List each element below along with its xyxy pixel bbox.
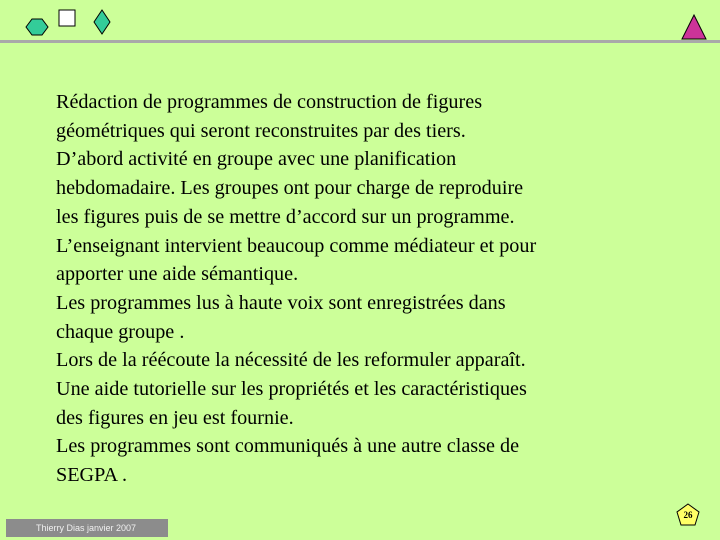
body-line: chaque groupe .: [56, 320, 185, 343]
body-line: des figures en jeu est fournie.: [56, 406, 294, 429]
body-line: Une aide tutorielle sur les propriétés et les caractéristiques: [56, 378, 527, 401]
page-number: 26: [683, 510, 693, 520]
body-line: hebdomadaire. Les groupes ont pour charge de reproduire: [56, 177, 524, 200]
body-line: géométriques qui seront reconstruites par des tiers.: [56, 119, 466, 142]
header-rule: [0, 40, 720, 43]
square-icon: [59, 10, 75, 26]
body-line: apporter une aide sémantique.: [56, 263, 299, 286]
diamond-icon: [94, 10, 110, 34]
hexagon-icon: [26, 19, 48, 35]
slide-body-text: [56, 88, 696, 490]
body-line: L’enseignant intervient beaucoup comme médiateur et pour: [56, 234, 537, 257]
footer-author: Thierry Dias janvier 2007: [6, 519, 168, 537]
body-line: les figures puis de se mettre d’accord sur un programme.: [56, 205, 515, 228]
body-line: Les programmes sont communiqués à une autre classe de: [56, 435, 520, 458]
body-line: Lors de la réécoute la nécessité de les reformuler apparaît.: [56, 349, 526, 372]
triangle-icon[interactable]: [682, 15, 706, 39]
body-line: Les programmes lus à haute voix sont enregistrées dans: [56, 291, 506, 314]
body-line: SEGPA .: [56, 464, 128, 487]
body-line: Rédaction de programmes de construction de figures: [56, 91, 483, 113]
body-line: D’abord activité en groupe avec une planification: [56, 148, 457, 171]
